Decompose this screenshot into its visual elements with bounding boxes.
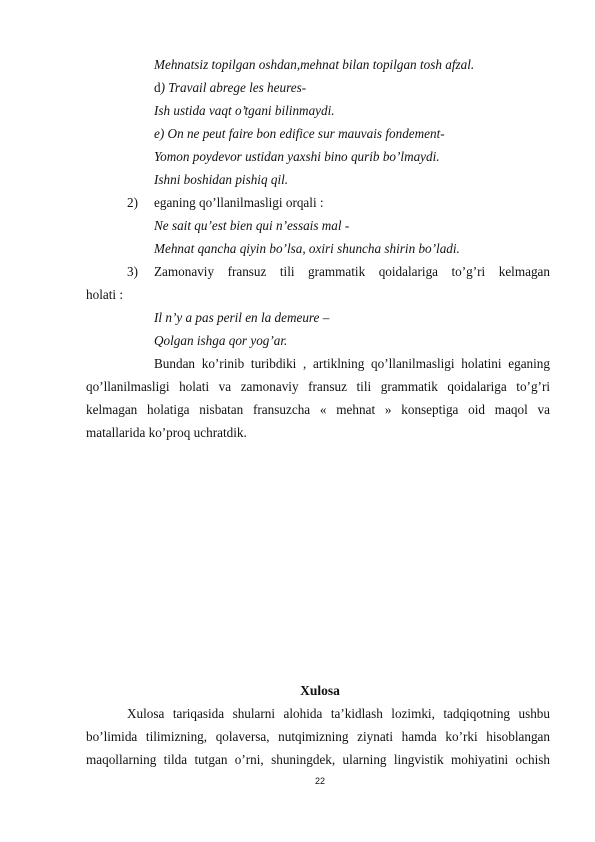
section-title: Xulosa xyxy=(300,683,340,698)
proverb-line-fr: e) On ne peut faire bon edifice sur mauvais fondement- xyxy=(154,126,445,141)
list-item-text: eganing qo’llanilmasligi orqali : xyxy=(154,195,324,210)
proverb-line-fr: Ne sait qu’est bien qui n’essais mal - xyxy=(154,218,350,233)
paragraph-line: maqollarning tilda tutgan o’rni, shuningdek, ularning lingvistik mohiyatini ochish xyxy=(86,752,550,767)
page-number: 22 xyxy=(314,776,325,786)
item-letter-d: d xyxy=(154,80,161,95)
list-number-3: 3) xyxy=(127,264,138,279)
proverb-line-uz: Yomon poydevor ustidan yaxshi bino qurib bo’lmaydi. xyxy=(154,149,440,164)
list-number-2: 2) xyxy=(127,195,138,210)
proverb-line-uz: Mehnat qancha qiyin bo’lsa, oxiri shuncha shirin bo’ladi. xyxy=(154,241,460,256)
proverb-line-uz: Mehnatsiz topilgan oshdan,mehnat bilan topilgan tosh afzal. xyxy=(154,57,475,72)
paragraph-line: kelmagan holatiga nisbatan fransuzcha « mehnat » konseptiga oid maqol va xyxy=(86,402,550,417)
proverb-line-uz: Ish ustida vaqt o’tgani bilinmaydi. xyxy=(154,103,335,118)
list-item-text: Zamonaviy fransuz tili grammatik qoidalariga to’g’ri kelmagan xyxy=(154,264,550,279)
paragraph-line: Bundan ko’rinib turibdiki , artiklning qo’llanilmasligi holatini eganing xyxy=(154,356,550,371)
paragraph-line: bo’limida tilimizning, qolaversa, nutqimizning ziynati hamda ko’rki hisoblangan xyxy=(86,729,550,744)
proverb-line-uz: Ishni boshidan pishiq qil. xyxy=(154,172,289,187)
proverb-line-fr xyxy=(154,80,306,96)
proverb-line-uz: Qolgan ishga qor yog’ar. xyxy=(154,333,288,348)
proverb-line-fr: Il n’y a pas peril en la demeure – xyxy=(154,310,330,325)
paragraph-line: matallarida ko’proq uchratdik. xyxy=(86,425,247,440)
list-item-text-cont: holati : xyxy=(86,287,123,302)
paragraph-line: Xulosa tariqasida shularni alohida ta’kidlash lozimki, tadqiqotning ushbu xyxy=(127,706,550,721)
proverb-text: ) Travail abrege les heures- xyxy=(160,80,307,95)
paragraph-line: qo’llanilmasligi holati va zamonaviy fransuz tili grammatik qoidalariga to’g’ri xyxy=(86,379,550,394)
